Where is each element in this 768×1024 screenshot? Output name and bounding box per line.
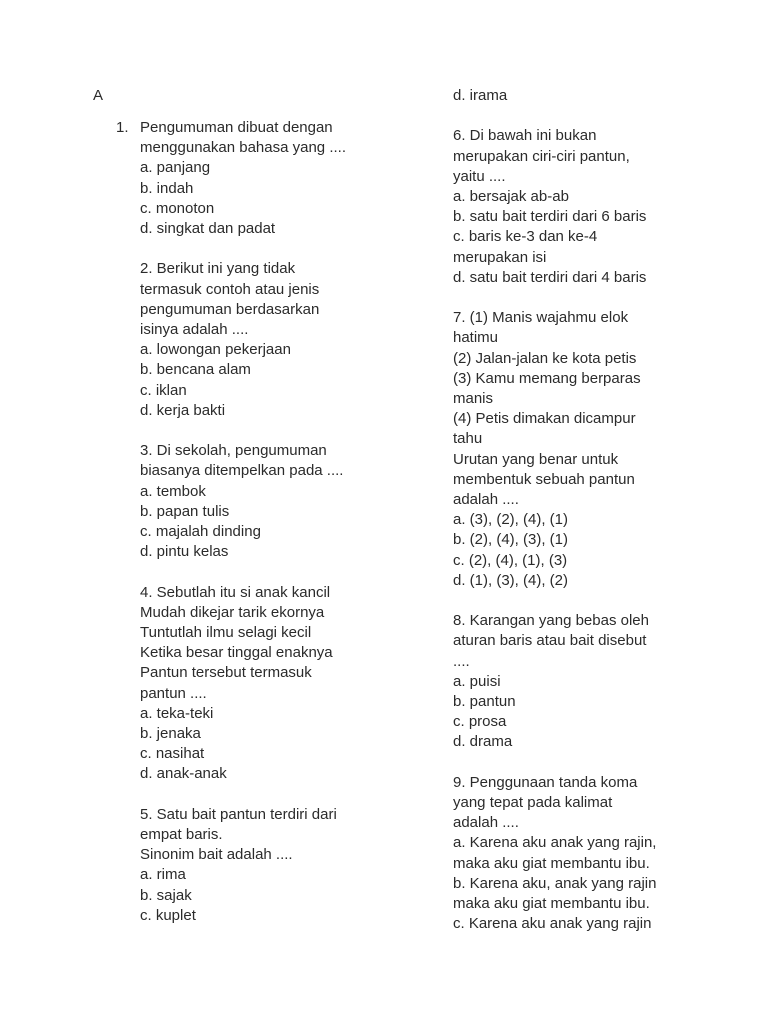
question-6-text: 6. Di bawah ini bukan merupakan ciri-ciri pantun, yaitu .... — [453, 127, 630, 185]
question-8-option-d: d. drama — [453, 733, 513, 751]
question-3-text: 3. Di sekolah, pengumuman biasanya ditempelkan pada .... — [140, 442, 344, 480]
question-6-option-d: d. satu bait terdiri dari 4 baris — [453, 268, 647, 286]
section-letter: A — [93, 87, 104, 104]
question-1-option-b: b. indah — [140, 179, 194, 197]
question-4 — [140, 583, 380, 785]
question-2-text: 2. Berikut ini yang tidak termasuk contoh atau jenis pengumuman berdasarkan isinya adalah .... — [140, 260, 320, 339]
question-3-option-a: a. tembok — [140, 482, 206, 500]
question-6-option-c: c. baris ke-3 dan ke-4 merupakan isi — [453, 228, 598, 266]
question-3-option-b: b. papan tulis — [140, 502, 230, 520]
question-8-option-a: a. puisi — [453, 672, 501, 690]
question-6 — [453, 126, 703, 288]
question-6-option-b: b. satu bait terdiri dari 6 baris — [453, 208, 647, 226]
question-2-option-c: c. iklan — [140, 381, 187, 399]
question-5 — [140, 805, 380, 926]
question-5-option-c: c. kuplet — [140, 906, 196, 924]
question-2-option-b: b. bencana alam — [140, 361, 251, 379]
question-5-option-b: b. sajak — [140, 886, 192, 904]
question-9-option-b: b. Karena aku, anak yang rajin maka aku giat membantu ibu. — [453, 874, 657, 913]
question-7-text: 7. (1) Manis wajahmu elok hatimu (2) Jalan-jalan ke kota petis (3) Kamu memang berparas manis (4) Petis dimakan dicampur tahu Urutan yang benar untuk membentuk sebuah pantun adalah .... — [453, 309, 641, 509]
question-5-option-a: a. rima — [140, 866, 186, 884]
question-1-option-a: a. panjang — [140, 159, 211, 177]
question-8 — [453, 611, 703, 752]
question-7-option-b: b. (2), (4), (3), (1) — [453, 531, 569, 549]
question-1-text: Pengumuman dibuat dengan menggunakan bahasa yang .... — [140, 119, 346, 157]
question-3-option-c: c. majalah dinding — [140, 523, 261, 541]
question-6-option-a: a. bersajak ab-ab — [453, 188, 569, 205]
question-4-option-a: a. teka-teki — [140, 704, 214, 722]
question-9 — [453, 773, 703, 935]
question-7 — [453, 308, 703, 591]
question-9-option-a: a. Karena aku anak yang rajin, maka aku giat membantu ibu. — [453, 834, 657, 872]
question-1-option-c: c. monoton — [140, 199, 215, 217]
question-7-option-d: d. (1), (3), (4), (2) — [453, 571, 569, 589]
question-1-option-d: d. singkat dan padat — [140, 220, 276, 238]
question-4-option-b: b. jenaka — [140, 725, 201, 743]
left-column — [116, 118, 380, 946]
question-9-text: 9. Penggunaan tanda koma yang tepat pada kalimat adalah .... — [453, 773, 638, 832]
question-7-option-a: a. (3), (2), (4), (1) — [453, 511, 569, 529]
question-2-option-a: a. lowongan pekerjaan — [140, 341, 291, 359]
question-3-option-d: d. pintu kelas — [140, 543, 229, 561]
question-5-continued — [453, 86, 703, 106]
question-8-text: 8. Karangan yang bebas oleh aturan baris atau bait disebut .... — [453, 612, 649, 670]
question-2-option-d: d. kerja bakti — [140, 401, 226, 419]
question-9-option-c: c. Karena aku anak yang rajin — [453, 915, 652, 933]
question-8-option-b: b. pantun — [453, 693, 516, 711]
question-2 — [140, 259, 380, 421]
question-4-text: 4. Sebutlah itu si anak kancil Mudah dikejar tarik ekornya Tuntutlah ilmu selagi kecil Ketika besar tinggal enaknya Pantun tersebut termasuk pantun .... — [140, 583, 333, 702]
question-4-option-d: d. anak-anak — [140, 765, 227, 783]
question-8-option-c: c. prosa — [453, 713, 507, 731]
question-4-option-c: c. nasihat — [140, 745, 205, 763]
right-column — [453, 86, 703, 955]
question-3 — [140, 441, 380, 562]
question-1 — [116, 118, 380, 239]
question-7-option-c: c. (2), (4), (1), (3) — [453, 551, 568, 569]
question-5-option-d: d. irama — [453, 87, 508, 104]
question-5-text: 5. Satu bait pantun terdiri dari empat baris. Sinonim bait adalah .... — [140, 805, 337, 864]
question-1-number: 1. — [116, 119, 129, 136]
